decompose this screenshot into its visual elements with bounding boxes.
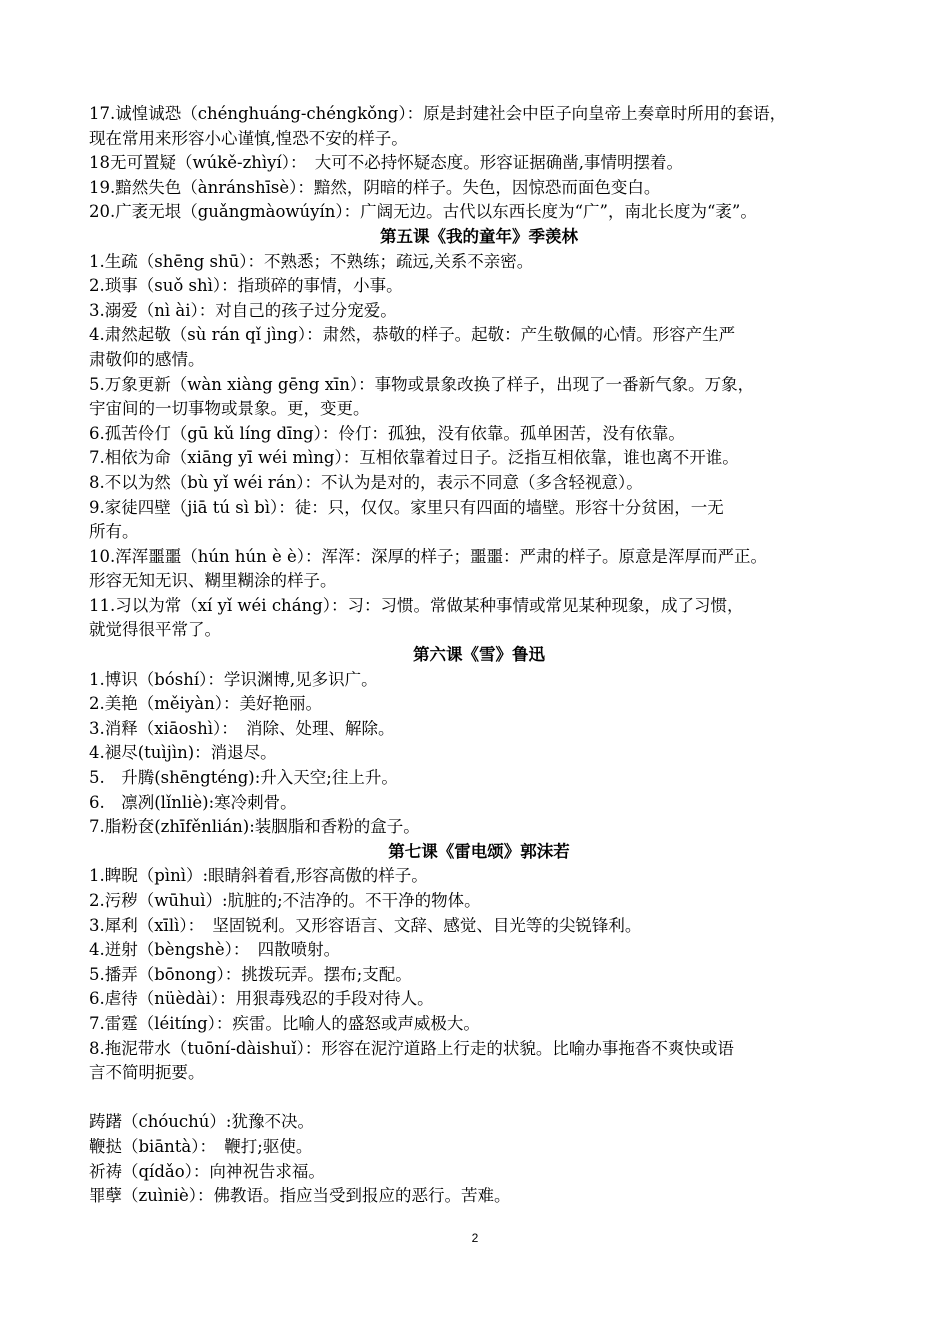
vocab-entry [89,102,869,151]
entry-line: 2.污秽（wūhuì）:肮脏的;不洁净的。不干净的物体。 [89,891,481,910]
entry-line: 6. 凛冽(lǐnliè):寒冷刺骨。 [89,792,297,812]
vocab-entry [89,151,869,176]
lesson-heading: 第七课《雷电颂》郭沫若 [388,841,570,861]
entry-line: 3.消释（xiāoshì）： 消除、处理、解除。 [89,718,395,738]
entry-line: 4.褪尽(tuìjìn)：消退尽。 [89,743,277,763]
page-number: 2 [471,1231,479,1245]
entry-line: 7.脂粉奁(zhīfěnlián):装胭脂和香粉的盒子。 [89,817,420,837]
vocab-entry [89,741,869,766]
vocab-entry [89,668,869,693]
vocab-entry [89,299,869,324]
entry-line: 3.溺爱（nì ài）：对自己的孩子过分宠爱。 [89,300,397,320]
entry-line: 现在常用来形容小心谨慎,惶恐不安的样子。 [89,128,408,148]
vocab-entry [89,864,869,889]
vocab-entry [89,1012,869,1037]
vocab-entry [89,938,869,963]
vocab-entry [89,422,869,447]
entry-line: 9.家徒四壁（jiā tú sì bì）：徒：只，仅仅。家里只有四面的墙壁。形容十分贫困，一无 [89,497,724,517]
entry-line: 形容无知无识、糊里糊涂的样子。 [89,571,337,591]
entry-line: 2.琐事（suǒ shì）：指琐碎的事情，小事。 [89,276,403,296]
entry-line: 踌躇（chóuchú）:犹豫不决。 [89,1112,314,1132]
entry-line: 4.迸射（bèngshè）： 四散喷射。 [89,940,341,960]
entry-line: 20.广袤无垠（guǎngmàowúyín）：广阔无边。古代以东西长度为“广”，南北长度为“袤”。 [89,202,757,222]
vocab-entry [89,692,869,717]
vocab-entry [89,496,869,545]
entry-line: 肃敬仰的感情。 [89,349,205,369]
vocab-entry [89,987,869,1012]
entry-line: 4.肃然起敬（sù rán qǐ jìng）：肃然，恭敬的样子。起敬：产生敬佩的心情。形容产生严 [89,325,736,345]
entry-line: 所有。 [89,522,139,542]
page-content [89,102,869,1209]
lesson-heading: 第五课《我的童年》季羡林 [380,226,578,246]
entry-line: 鞭挞（biāntà）： 鞭打;驱使。 [89,1136,313,1156]
entry-line: 5.万象更新（wàn xiàng gēng xīn）：事物或景象改换了样子，出现了一番新气象。万象， [89,374,755,394]
entry-line: 6.孤苦伶仃（gū kǔ líng dīng）：伶仃：孤独，没有依靠。孤单困苦，没有依靠。 [89,423,685,443]
entry-line: 宇宙间的一切事物或景象。更，变更。 [89,399,370,419]
entry-line: 2.美艳（měiyàn）：美好艳丽。 [89,694,322,714]
vocab-entry [89,323,869,372]
entry-line: 言不简明扼要。 [89,1063,205,1083]
vocab-entry [89,274,869,299]
lesson-heading: 第六课《雪》鲁迅 [413,645,545,665]
entry-line: 祈祷（qídǎo）：向神祝告求福。 [89,1161,325,1181]
vocab-entry [89,250,869,275]
vocab-entry [89,471,869,496]
vocab-entry [89,446,869,471]
vocab-entry [89,914,869,939]
entry-line: 1.睥睨（pìnì）:眼睛斜着看,形容高傲的样子。 [89,866,428,886]
entry-line: 11.习以为常（xí yǐ wéi cháng）：习：习惯。常做某种事情或常见某种现象，成了习惯， [89,595,744,615]
entry-line: 8.不以为然（bù yǐ wéi rán）：不认为是对的，表示不同意（多含轻视意）。 [89,472,643,492]
vocab-entry [89,594,869,643]
vocab-entry [89,200,869,225]
vocab-entry [89,1184,869,1209]
vocab-entry [89,373,869,422]
entry-line: 18无可置疑（wúkě-zhìyí）： 大可不必持怀疑态度。形容证据确凿,事情明摆着。 [89,153,684,173]
entry-line: 1.生疏（shēng shū）：不熟悉；不熟练；疏远,关系不亲密。 [89,251,534,271]
entry-line: 17.诚惶诚恐（chénghuáng-chéngkǒng）：原是封建社会中臣子向皇帝上奏章时所用的套语， [89,104,787,123]
vocab-entry [89,176,869,201]
vocab-entry [89,717,869,742]
vocab-entry [89,1037,869,1086]
vocab-entry [89,1135,869,1160]
entry-line: 7.雷霆（léitíng）：疾雷。比喻人的盛怒或声威极大。 [89,1013,480,1033]
entry-line: 5.播弄（bōnong）：挑拨玩弄。摆布;支配。 [89,964,412,984]
entry-line: 罪孽（zuìniè）：佛教语。指应当受到报应的恶行。苦难。 [89,1186,511,1206]
vocab-entry [89,889,869,914]
vocab-entry [89,815,869,840]
entry-line: 5. 升腾(shēngténg):升入天空;往上升。 [89,768,398,788]
vocab-entry [89,545,869,594]
vocab-entry [89,791,869,816]
entry-line: 19.黯然失色（ànránshīsè）：黯然，阴暗的样子。失色，因惊恐而面色变白。 [89,177,661,197]
entry-line: 1.博识（bóshí）：学识渊博,见多识广。 [89,669,378,689]
entry-line: 10.浑浑噩噩（hún hún è è）：浑浑：深厚的样子；噩噩：严肃的样子。原意是浑厚而严正。 [89,546,768,566]
vocab-entry [89,1160,869,1185]
entry-line: 7.相依为命（xiāng yī wéi mìng）：互相依靠着过日子。泛指互相依靠，谁也离不开谁。 [89,448,739,468]
vocab-entry [89,963,869,988]
entry-line: 就觉得很平常了。 [89,620,221,640]
blank-line [89,1086,869,1111]
entry-line: 3.犀利（xīlì）： 坚固锐利。又形容语言、文辞、感觉、目光等的尖锐锋利。 [89,915,642,935]
vocab-entry [89,766,869,791]
vocab-entry [89,1110,869,1135]
entry-line: 6.虐待（nüèdài）：用狠毒残忍的手段对待人。 [89,989,434,1009]
entry-line: 8.拖泥带水（tuōní-dàishuǐ）：形容在泥泞道路上行走的状貌。比喻办事拖沓不爽快或语 [89,1038,734,1058]
